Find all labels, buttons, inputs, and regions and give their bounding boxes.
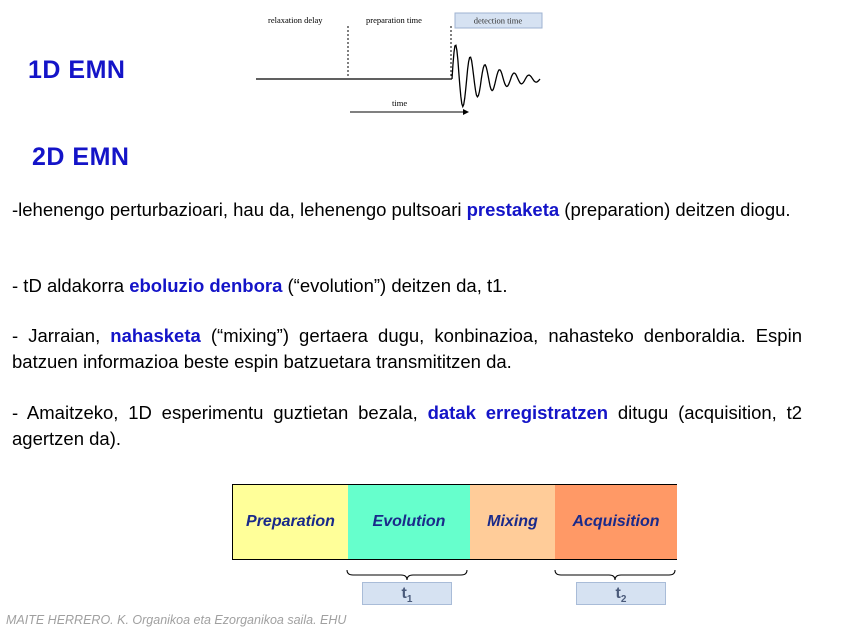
period-brackets [340, 566, 685, 582]
block-acquisition: Acquisition [555, 485, 677, 559]
pulse-sequence-diagram [252, 8, 552, 123]
label-detection-time: detection time [473, 15, 523, 26]
paragraph-acquisition: - Amaitzeko, 1D esperimentu guztietan bezala, datak erregistratzen ditugu (acquisition, t2 agertzen da). [12, 402, 803, 449]
block-evolution: Evolution [348, 485, 470, 559]
fid-signal [452, 45, 540, 106]
label-relaxation-delay: relaxation delay [268, 15, 323, 25]
t2-label: $t_2$ [576, 582, 666, 605]
paragraph-mixing: - Jarraian, nahasketa (“mixing”) gertaera dugu, konbinazioa, nahasteko denboraldia. Espin batzuen informazioa beste espin batzuetara transmititzen da. [12, 325, 802, 372]
block-preparation: Preparation [233, 485, 348, 559]
label-preparation-time: preparation time [366, 15, 422, 25]
footer-credit: MAITE HERRERO. K. Organikoa eta Ezorganikoa saila. EHU [6, 613, 347, 627]
label-time: time [392, 98, 408, 108]
bracket-t1 [347, 570, 467, 580]
term-nahasketa: nahasketa [110, 325, 201, 346]
time-arrow-head [463, 109, 469, 115]
t1-label: $t_1$ [362, 582, 452, 605]
term-prestaketa: prestaketa [466, 199, 560, 220]
term-eboluzio-denbora: eboluzio denbora [129, 275, 283, 296]
bracket-t2 [555, 570, 675, 580]
paragraph-evolution: - tD aldakorra eboluzio denbora (“evolution”) deitzen da, t1. [12, 275, 508, 296]
block-mixing: Mixing [470, 485, 555, 559]
paragraph-preparation: -lehenengo perturbazioari, hau da, lehenengo pultsoari prestaketa (preparation) deitzen diogu. [12, 199, 791, 220]
heading-2d-emn: 2D EMN [32, 143, 130, 171]
sequence-blocks [232, 484, 677, 560]
term-datak-erregistratzen: datak erregistratzen [427, 402, 609, 423]
heading-1d-emn: 1D EMN [28, 56, 126, 84]
